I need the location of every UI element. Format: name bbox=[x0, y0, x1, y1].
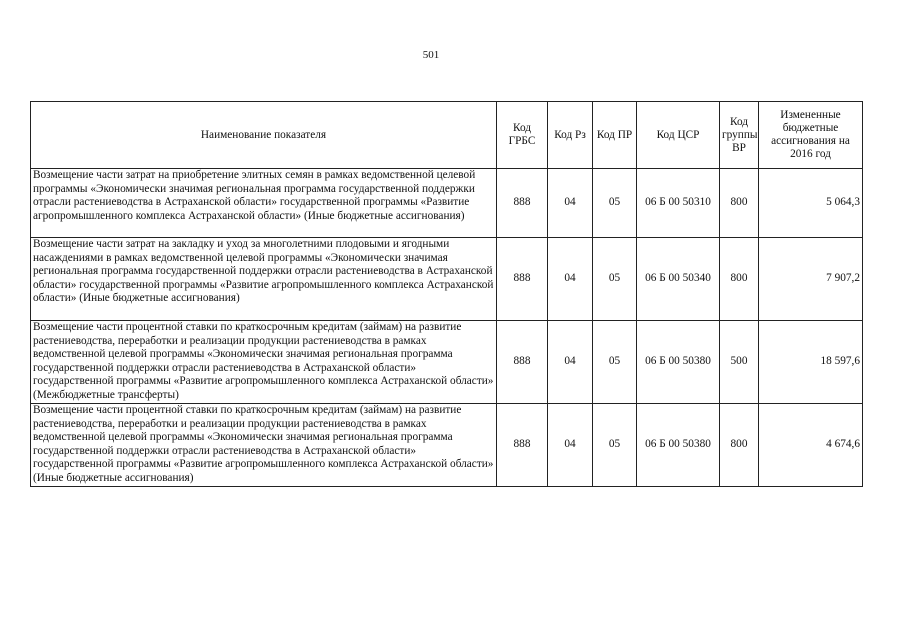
row-vr: 500 bbox=[720, 321, 759, 404]
row-amount: 7 907,2 bbox=[759, 238, 863, 321]
row-grbs: 888 bbox=[497, 169, 548, 238]
row-pr: 05 bbox=[593, 169, 637, 238]
table-row bbox=[31, 321, 863, 404]
row-name: Возмещение части процентной ставки по краткосрочным кредитам (займам) на развитие растениеводства, переработки и реализации продукции растениеводства в рамках ведомственной целевой программы «Экономически значимая региональная программа государственной поддержки отрасли растениеводства в Астраханской области» государственной программы «Развитие агропромышленного комплекса Астраханской области» (Иные бюджетные ассигнования) bbox=[31, 404, 497, 487]
header-amount: Измененные бюджетные ассигнования на 2016 год bbox=[759, 102, 863, 169]
row-csr: 06 Б 00 50340 bbox=[637, 238, 720, 321]
row-vr: 800 bbox=[720, 169, 759, 238]
table-row bbox=[31, 404, 863, 487]
row-pr: 05 bbox=[593, 321, 637, 404]
row-name: Возмещение части затрат на закладку и уход за многолетними плодовыми и ягодными насаждениями в рамках ведомственной целевой программы «Экономически значимая региональная программа государственной поддержки отрасли растениеводства в Астраханской области» государственной программы «Развитие агропромышленного комплекса Астраханской области» (Иные бюджетные ассигнования) bbox=[31, 238, 497, 321]
row-rz: 04 bbox=[548, 238, 593, 321]
row-rz: 04 bbox=[548, 404, 593, 487]
row-vr: 800 bbox=[720, 404, 759, 487]
row-grbs: 888 bbox=[497, 321, 548, 404]
row-name: Возмещение части процентной ставки по краткосрочным кредитам (займам) на развитие растениеводства, переработки и реализации продукции растениеводства в рамках ведомственной целевой программы «Экономически значимая региональная программа государственной поддержки отрасли растениеводства в Астраханской области» государственной программы «Развитие агропромышленного комплекса Астраханской области» (Межбюджетные трансферты) bbox=[31, 321, 497, 404]
row-rz: 04 bbox=[548, 169, 593, 238]
row-amount: 4 674,6 bbox=[759, 404, 863, 487]
row-csr: 06 Б 00 50310 bbox=[637, 169, 720, 238]
header-name: Наименование показателя bbox=[31, 102, 497, 169]
budget-table bbox=[30, 101, 863, 487]
row-csr: 06 Б 00 50380 bbox=[637, 404, 720, 487]
header-vr: Код группы ВР bbox=[720, 102, 759, 169]
header-rz: Код Рз bbox=[548, 102, 593, 169]
row-grbs: 888 bbox=[497, 404, 548, 487]
header-csr: Код ЦСР bbox=[637, 102, 720, 169]
page-number: 501 bbox=[422, 49, 440, 61]
row-amount: 18 597,6 bbox=[759, 321, 863, 404]
row-vr: 800 bbox=[720, 238, 759, 321]
row-csr: 06 Б 00 50380 bbox=[637, 321, 720, 404]
row-rz: 04 bbox=[548, 321, 593, 404]
table-row bbox=[31, 169, 863, 238]
row-amount: 5 064,3 bbox=[759, 169, 863, 238]
row-name: Возмещение части затрат на приобретение элитных семян в рамках ведомственной целевой программы «Экономически значимая региональная программа государственной поддержки отрасли растениеводства в Астраханской области» государственной программы «Развитие агропромышленного комплекса Астраханской области» (Иные бюджетные ассигнования) bbox=[31, 169, 497, 238]
table-row bbox=[31, 238, 863, 321]
header-pr: Код ПР bbox=[593, 102, 637, 169]
row-pr: 05 bbox=[593, 238, 637, 321]
table-header-row bbox=[31, 102, 863, 169]
row-pr: 05 bbox=[593, 404, 637, 487]
header-grbs: Код ГРБС bbox=[497, 102, 548, 169]
row-grbs: 888 bbox=[497, 238, 548, 321]
